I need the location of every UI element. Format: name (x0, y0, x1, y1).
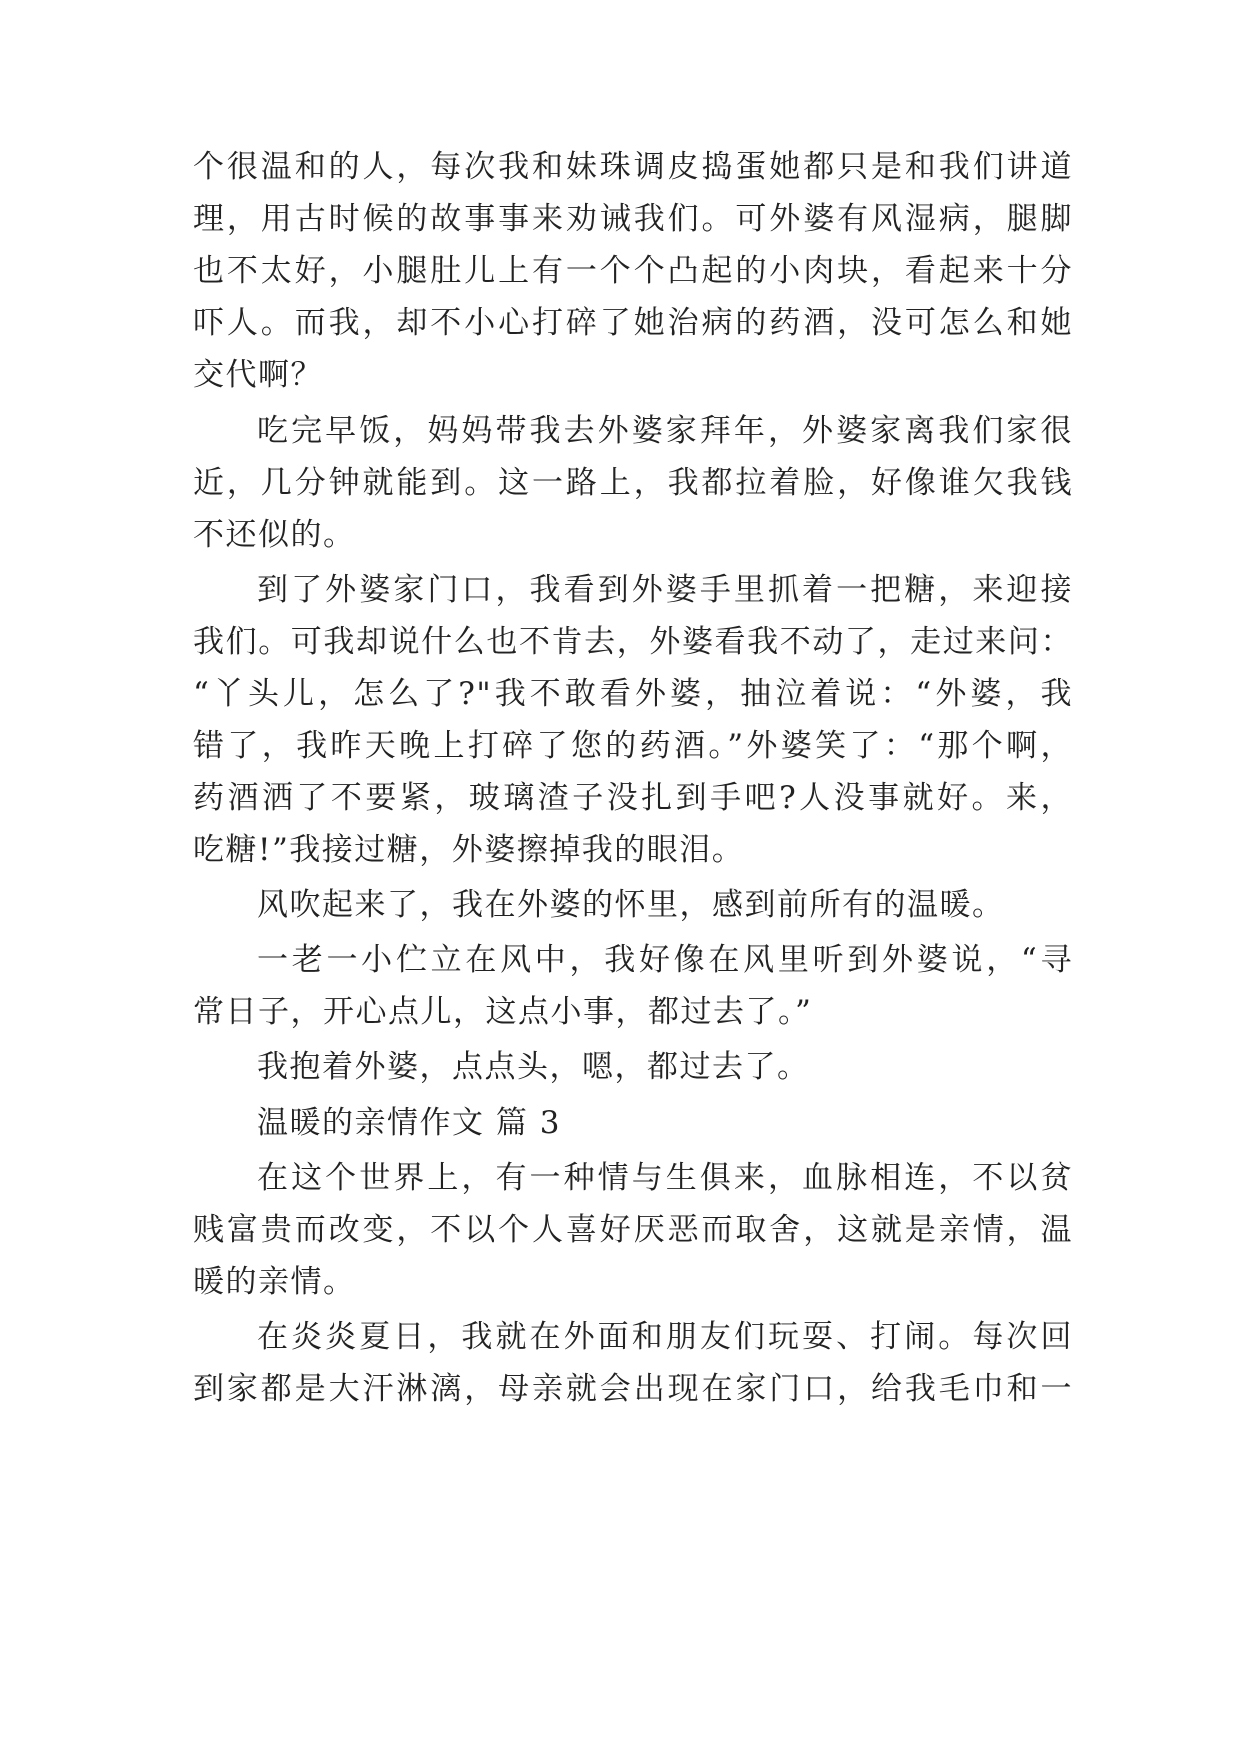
paragraph-start-line: 在这个世界上，有一种情与生俱来，血脉相连，不以贫 (257, 1160, 1073, 1196)
paragraph-start-line: 风吹起来了，我在外婆的怀里，感到前所有的温暖。 (257, 887, 1005, 923)
text-line: 药酒洒了不要紧，玻璃渣子没扎到手吧?人没事就好。来， (193, 780, 1073, 816)
text-line: 吃糖!”我接过糖，外婆擦掉我的眼泪。 (193, 832, 745, 868)
text-line: 到家都是大汗淋漓，母亲就会出现在家门口，给我毛巾和一 (193, 1371, 1073, 1407)
text-line: 常日子，开心点儿，这点小事，都过去了。” (193, 994, 813, 1030)
text-line: 理，用古时候的故事事来劝诫我们。可外婆有风湿病，腿脚 (193, 201, 1073, 237)
text-line: 也不太好，小腿肚儿上有一个个凸起的小肉块，看起来十分 (193, 253, 1073, 289)
text-line: “丫头儿，怎么了?"我不敢看外婆，抽泣着说：“外婆，我 (193, 676, 1073, 712)
text-line: 不还似的。 (193, 517, 356, 553)
text-line: 个很温和的人，每次我和妹珠调皮捣蛋她都只是和我们讲道 (193, 149, 1073, 185)
text-line: 交代啊？ (193, 357, 323, 393)
text-line: 错了，我昨天晚上打碎了您的药酒。”外婆笑了：“那个啊， (193, 728, 1073, 764)
paragraph-start-line: 吃完早饭，妈妈带我去外婆家拜年，外婆家离我们家很 (257, 413, 1073, 449)
text-line: 暖的亲情。 (193, 1264, 356, 1300)
paragraph-start-line: 到了外婆家门口，我看到外婆手里抓着一把糖，来迎接 (257, 572, 1073, 608)
section-heading: 温暖的亲情作文 篇 3 (257, 1105, 561, 1141)
paragraph-start-line: 一老一小伫立在风中，我好像在风里听到外婆说，“寻 (257, 942, 1073, 978)
text-line: 贱富贵而改变，不以个人喜好厌恶而取舍，这就是亲情，温 (193, 1212, 1073, 1248)
text-line: 我们。可我却说什么也不肯去，外婆看我不动了，走过来问： (193, 624, 1073, 660)
paragraph-start-line: 我抱着外婆，点点头，嗯，都过去了。 (257, 1049, 810, 1085)
paragraph-start-line: 在炎炎夏日，我就在外面和朋友们玩耍、打闹。每次回 (257, 1319, 1073, 1355)
text-line: 吓人。而我，却不小心打碎了她治病的药酒，没可怎么和她 (193, 305, 1073, 341)
text-line: 近，几分钟就能到。这一路上，我都拉着脸，好像谁欠我钱 (193, 465, 1073, 501)
